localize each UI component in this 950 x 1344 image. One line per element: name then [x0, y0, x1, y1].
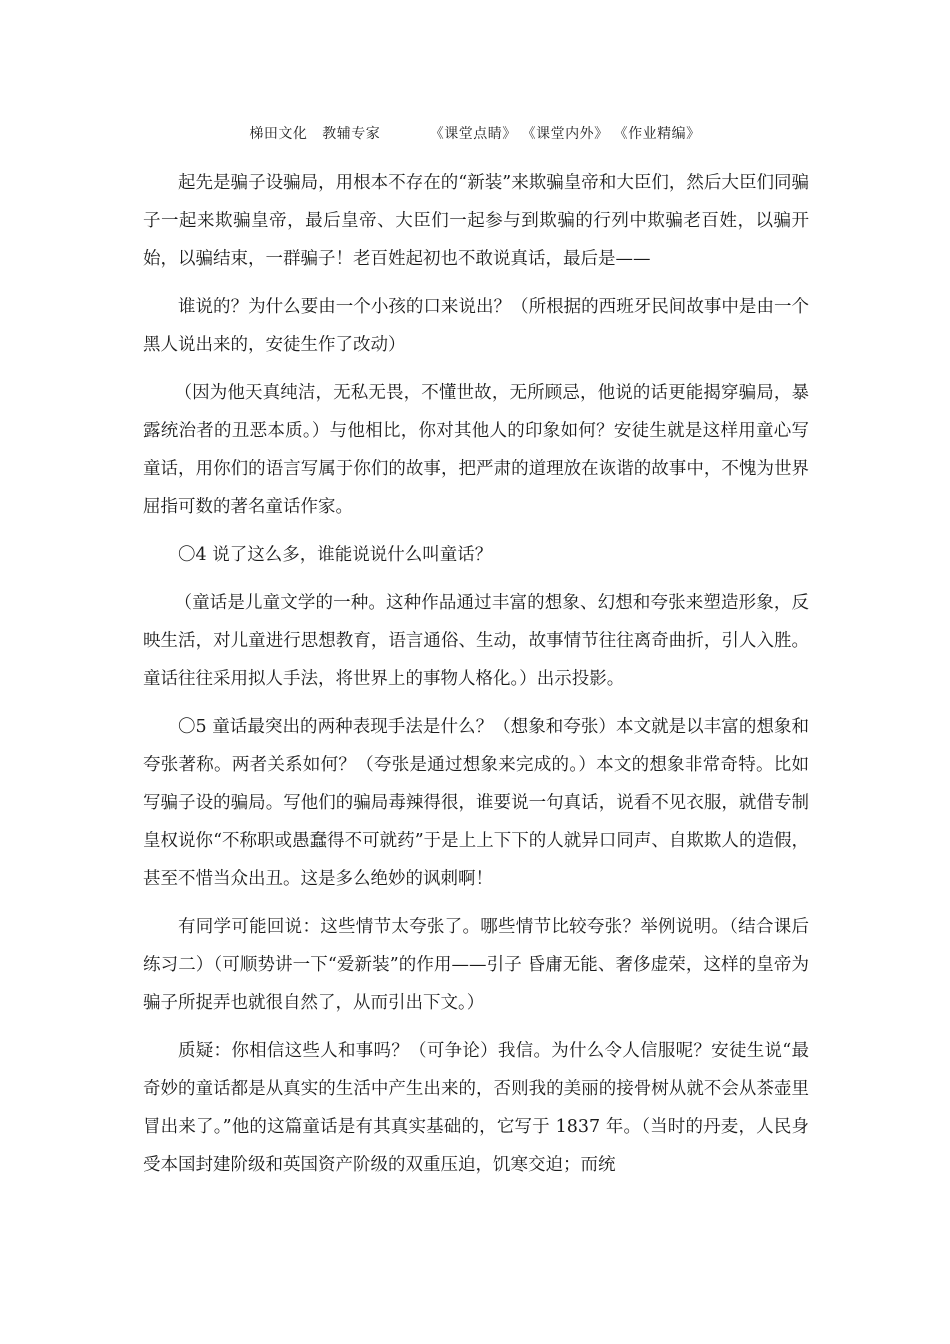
paragraph: 有同学可能回说：这些情节太夸张了。哪些情节比较夸张？举例说明。（结合课后练习二）（可顺势讲一下“爱新装”的作用——引子 昏庸无能、奢侈虚荣，这样的皇帝为骗子所捉弄也就很自然了，从而引出下文。） — [143, 917, 809, 1013]
paragraph: 〇4 说了这么多，谁能说说什么叫童话？ — [178, 545, 493, 565]
paragraph: 谁说的？为什么要由一个小孩的口来说出？（所根据的西班牙民间故事中是由一个黑人说出来的，安徒生作了改动） — [143, 297, 809, 355]
header-brand: 梯田文化 — [249, 126, 308, 142]
paragraph: （因为他天真纯洁，无私无畏，不懂世故，无所顾忌，他说的话更能揭穿骗局，暴露统治者的丑恶本质。）与他相比，你对其他人的印象如何？安徒生就是这样用童心写童话，用你们的语言写属于你们的故事，把严肃的道理放在诙谐的故事中，不愧为世界屈指可数的著名童话作家。 — [143, 383, 809, 517]
paragraph: 质疑：你相信这些人和事吗？（可争论）我信。为什么令人信服呢？安徒生说“最奇妙的童话都是从真实的生活中产生出来的，否则我的美丽的接骨树从就不会从茶壶里冒出来了。”他的这篇童话是有其真实基础的，它写于 1837 年。（当时的丹麦，人民身受本国封建阶级和英国资产阶级的双重压迫，饥寒交迫；而统 — [143, 1041, 809, 1175]
header-tagline: 教辅专家 — [322, 126, 381, 142]
page-header — [0, 123, 950, 143]
header-books: 《课堂点睛》 《课堂内外》 《作业精编》 — [429, 126, 701, 142]
paragraph: 起先是骗子设骗局，用根本不存在的“新装”来欺骗皇帝和大臣们，然后大臣们同骗子一起来欺骗皇帝，最后皇帝、大臣们一起参与到欺骗的行列中欺骗老百姓，以骗开始，以骗结束，一群骗子！老百姓起初也不敢说真话，最后是—— — [143, 173, 809, 269]
paragraph: （童话是儿童文学的一种。这种作品通过丰富的想象、幻想和夸张来塑造形象，反映生活，对儿童进行思想教育，语言通俗、生动，故事情节往往离奇曲折，引人入胜。童话往往采用拟人手法，将世界上的事物人格化。）出示投影。 — [143, 593, 809, 689]
document-body — [143, 164, 809, 1194]
paragraph: 〇5 童话最突出的两种表现手法是什么？（想象和夸张）本文就是以丰富的想象和夸张著称。两者关系如何？（夸张是通过想象来完成的。）本文的想象非常奇特。比如写骗子设的骗局。写他们的骗局毒辣得很，谁要说一句真话，说看不见衣服，就借专制皇权说你“不称职或愚蠢得不可就药”于是上上下下的人就异口同声、自欺欺人的造假，甚至不惜当众出丑。这是多么绝妙的讽刺啊！ — [143, 717, 809, 889]
